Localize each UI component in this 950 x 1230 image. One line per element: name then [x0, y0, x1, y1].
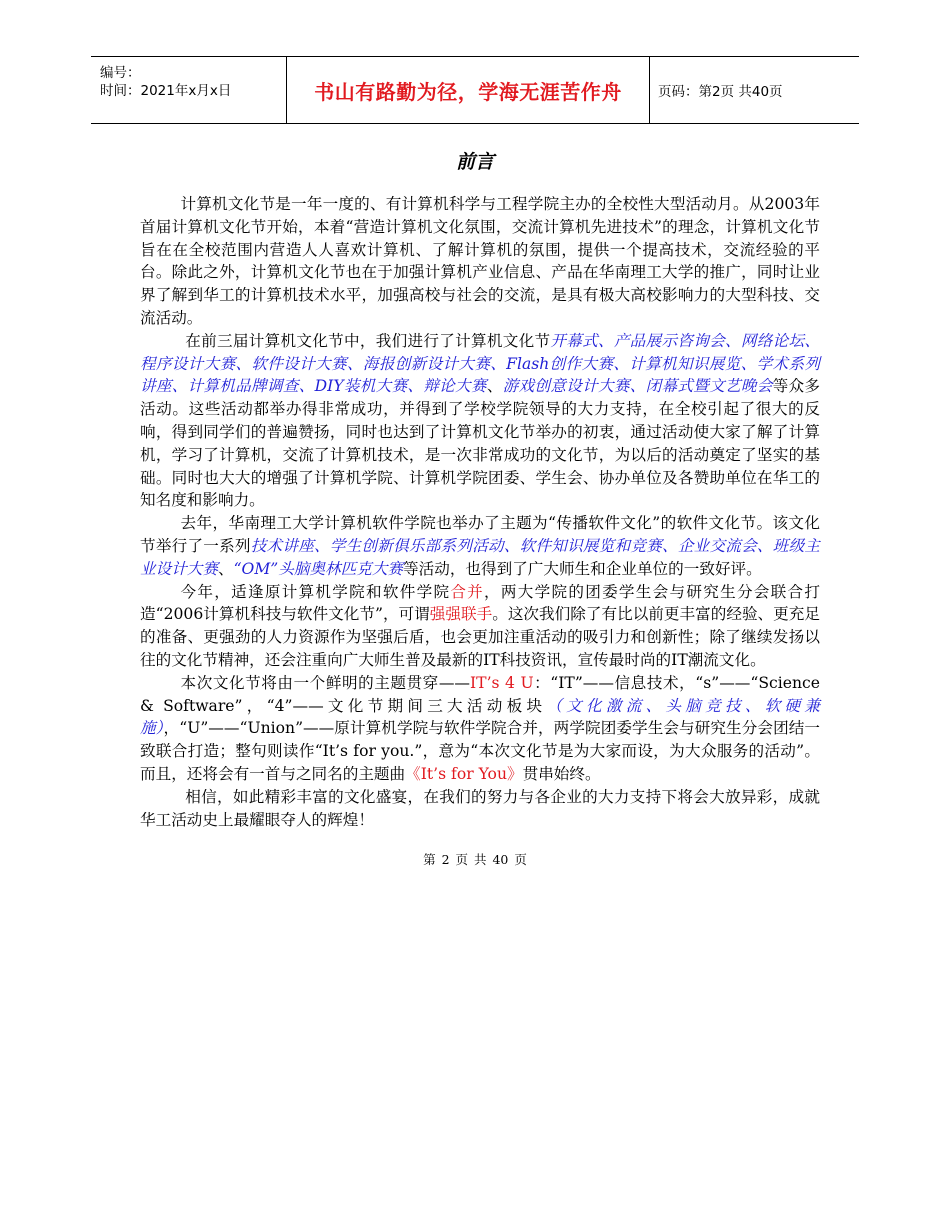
emphasis-red: 《It’s for You》 [405, 764, 523, 783]
paragraph-text: 贯串始终。 [522, 764, 601, 783]
paragraph-4 [140, 581, 820, 672]
emphasis-red: 合并 [450, 582, 485, 601]
paragraph-text: ：“IT”——信息技术，“s”——“Science & Software”，“4”——文化节期间三大活动板块 [140, 673, 820, 715]
page-footer: 第 2 页 共 40 页 [423, 852, 527, 867]
paragraph-text: 、 [486, 377, 503, 396]
emphasis-blue: 开幕式、产品展示咨询会、网络论坛、程序设计大赛、软件设计大赛、海报创新设计大赛、Flash创作大赛、计算机知识展览、学术系列讲座、计算机品牌调查、DIY装机大赛、辩论大赛 [140, 331, 820, 396]
header-page-info: 页码：第2页 共40页 [658, 84, 783, 100]
paragraph-3 [140, 512, 820, 580]
emphasis-red: IT’s 4 U [470, 673, 534, 692]
emphasis-blue: 游戏创意设计大赛、闭幕式暨文艺晚会 [502, 377, 773, 396]
header-page-cell [650, 57, 859, 123]
header-motto: 书山有路勤为径，学海无涯苦作舟 [314, 79, 622, 104]
emphasis-blue: 技术讲座、学生创新俱乐部系列活动、软件知识展览和竞赛、企业交流会、班级主业设计大赛 [140, 536, 820, 578]
paragraph-text: 等活动，也得到了广大师生和企业单位的一致好评。 [403, 559, 762, 578]
document-time-label: 时间：2021年x月x日 [100, 83, 232, 99]
paragraph-text: 、 [217, 559, 234, 578]
paragraph-text: 去年，华南理工大学计算机软件学院也举办了主题为“传播软件文化”的软件文化节。该文化节举行了一系列 [140, 514, 820, 555]
document-title: 前言 [455, 151, 494, 173]
emphasis-red: 强强联手 [429, 605, 493, 624]
document-body [140, 193, 820, 831]
emphasis-blue: “OM”头脑奥林匹克大赛 [233, 559, 404, 578]
paragraph-6: 相信，如此精彩丰富的文化盛宴，在我们的努力与各企业的大力支持下将会大放异彩，成就华工活动史上最耀眼夺人的辉煌！ [140, 787, 820, 829]
paragraph-2 [140, 330, 820, 512]
paragraph-text: 等众多活动。这些活动都举办得非常成功，并得到了学校学院领导的大力支持，在全校引起了很大的反响，得到同学们的普遍赞扬，同时也达到了计算机文化节举办的初衷，通过活动使大家了解了计算机，学习了计算机，交流了计算机技术，是一次非常成功的文化节，为以后的活动奠定了坚实的基础。同时也大大的增强了计算机学院、计算机学院团委、学生会、协办单位及各赞助单位在华工的知名度和影响力。 [140, 377, 820, 510]
emphasis-blue: （文化激流、头脑竞技、软硬兼施） [140, 696, 820, 738]
paragraph-text: 今年，适逢原计算机学院和软件学院 [180, 582, 451, 601]
header-meta-cell [91, 57, 286, 123]
paragraph-text: 。这次我们除了有比以前更丰富的经验、更充足的准备、更强劲的人力资源作为坚强后盾，也会更加注重活动的吸引力和创新性；除了继续发扬以往的文化节精神，还会注重向广大师生普及最新的IT科技资讯，宣传最时尚的IT潮流文化。 [140, 605, 820, 669]
paragraph-text: 在前三届计算机文化节中，我们进行了计算机文化节 [185, 331, 551, 350]
paragraph-1: 计算机文化节是一年一度的、有计算机科学与工程学院主办的全校性大型活动月。从2003年首届计算机文化节开始，本着“营造计算机文化氛围，交流计算机先进技术”的理念，计算机文化节旨在在全校范围内营造人人喜欢计算机、了解计算机的氛围，提供一个提高技术，交流经验的平台。除此之外，计算机文化节也在于加强计算机产业信息、产品在华南理工大学的推广，同时让业界了解到华工的计算机技术水平，加强高校与社会的交流，是具有极大高校影响力的大型科技、交流活动。 [140, 195, 820, 327]
paragraph-5 [140, 672, 820, 786]
paragraph-text: ，“U”——“Union”——原计算机学院与软件学院合并，两学院团委学生会与研究生分会团结一致联合打造；整句则读作“It’s for you.”，意为“本次文化节是为大家而设，为大众服务的活动”。而且，还将会有一首与之同名的主题曲 [140, 719, 820, 783]
header-motto-cell [286, 57, 650, 123]
paragraph-text: 本次文化节将由一个鲜明的主题贯穿—— [180, 673, 471, 692]
paragraph-text: ，两大学院的团委学生会与研究生分会联合打造“2006计算机科技与软件文化节”，可谓 [140, 582, 820, 624]
document-number-label: 编号： [100, 65, 141, 81]
page-header [91, 56, 859, 124]
